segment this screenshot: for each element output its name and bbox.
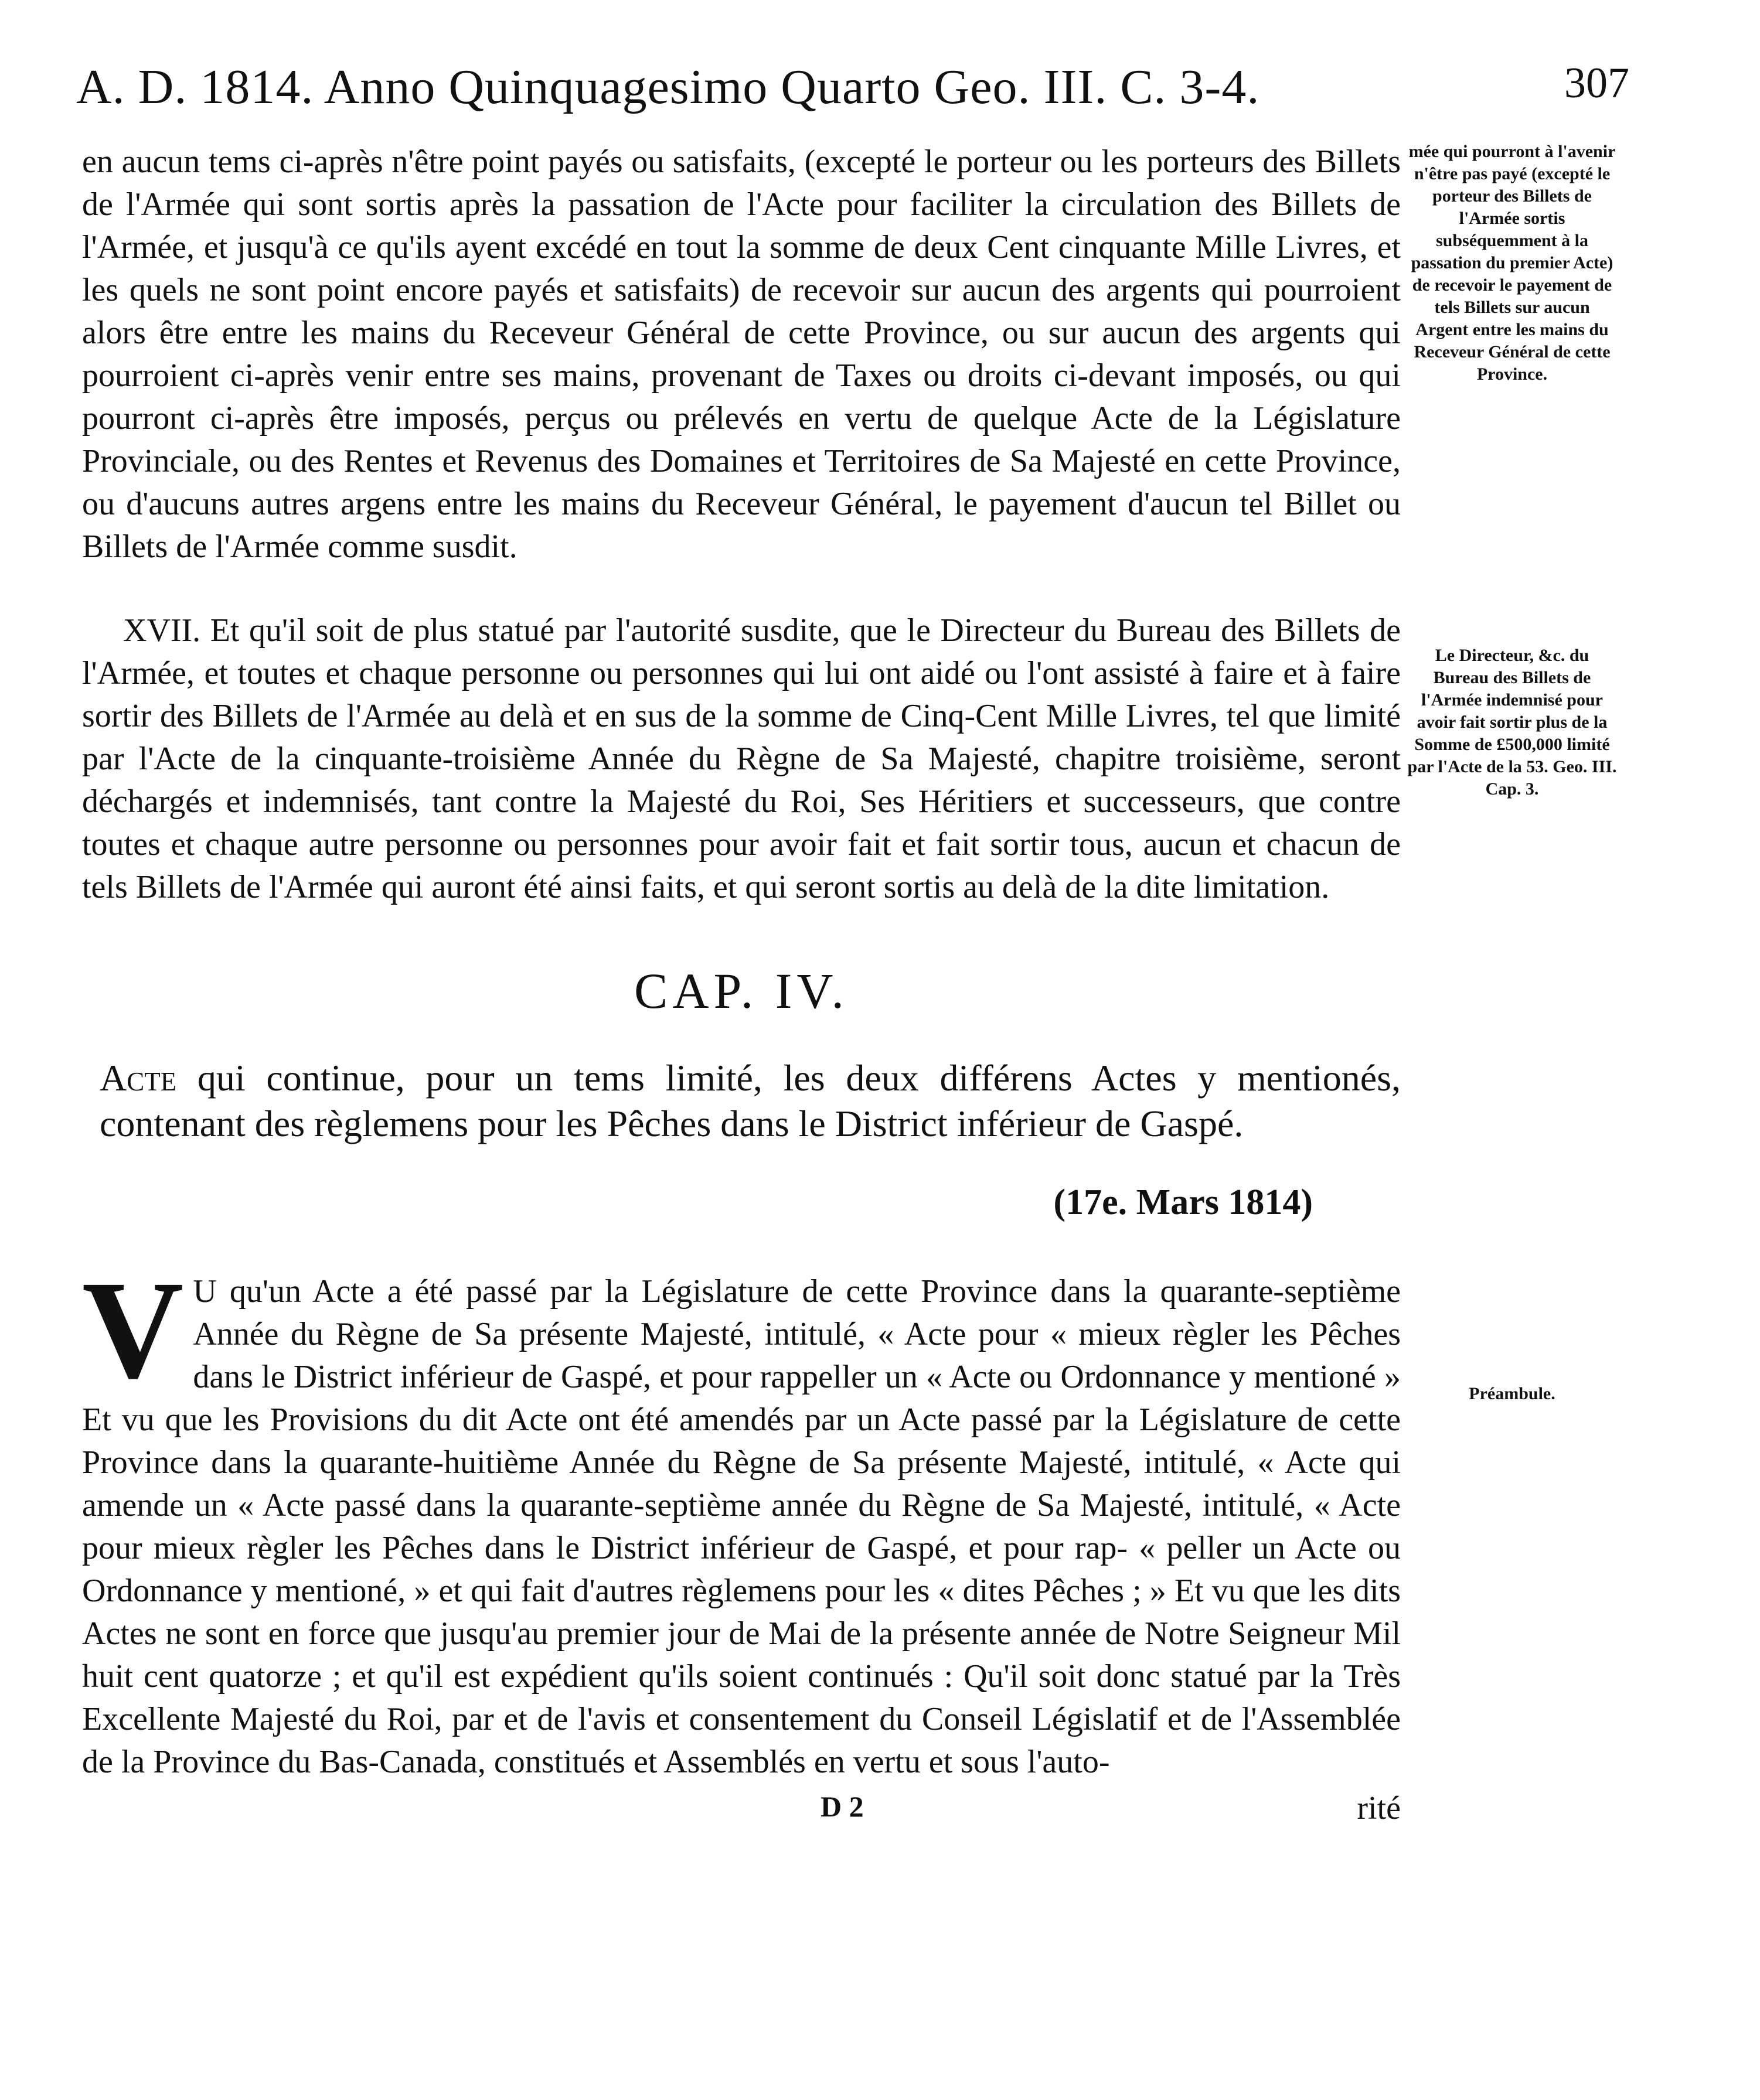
drop-cap-initial: V bbox=[82, 1252, 184, 1407]
act-label: Acte bbox=[100, 1057, 177, 1099]
paragraph-continuation: en aucun tems ci-après n'être point payés ou satisfaits, (excepté le porteur ou les porteurs des Billets de l'Armée qui sont sortis après la passation de l'Acte pour faciliter la circulation des Billets de l'Armée, et jusqu'à ce qu'ils ayent excédé en tout la somme de deux Cent cinquante Mille Livres, et les quels ne sont point encore payés et satisfaits) de recevoir sur aucun des argents qui pourroient alors être entre les mains du Receveur Général de cette Province, ou sur aucun des argents qui pourroient ci-après venir entre ses mains, provenant de Taxes ou droits ci-devant imposés, ou qui pourront ci-après être imposés, perçus ou prélevés en vertu de quelque Acte de la Législature Provinciale, ou des Rentes et Revenus des Domaines et Territoires de Sa Majesté en cette Province, ou d'aucuns autres argens entre les mains du Receveur Général, le payement d'aucun tel Billet ou Billets de l'Armée comme susdit. bbox=[82, 144, 1401, 565]
running-title: A. D. 1814. Anno Quinquagesimo Quarto Geo. III. C. 3-4. bbox=[76, 60, 1260, 114]
page-header bbox=[76, 59, 1629, 123]
page-number: 307 bbox=[1564, 59, 1629, 107]
paragraph-preamble: U qu'un Acte a été passé par la Législature de cette Province dans la quarante-septième Année du Règne de Sa présente Majesté, intitulé, « Acte pour « mieux règler les Pêches dans le District inférieur de Gaspé, et pour rappeller un « Acte ou Ordonnance y mentioné » Et vu que les Provisions du dit Acte ont été amendés par un Acte passé par la Législature de cette Province dans la quarante-huitième Année du Règne de Sa présente Majesté, intitulé, « Acte qui amende un « Acte passé dans la quarante-septième année du Règne de Sa Majesté, intitulé, « Acte pour mieux règler les Pêches dans le District inférieur de Gaspé, et pour rap- « peller un Acte ou Ordonnance y mentioné, » et qui fait d'autres règlemens pour les « dites Pêches ; » Et vu que les dits Actes ne sont en force que jusqu'au premier jour de Mai de la présente année de Notre Seigneur Mil huit cent quatorze ; et qu'il est expédient qu'ils soient continués : Qu'il soit donc statué par la Très Excellente Majesté du Roi, par et de l'avis et consentement du Conseil Législatif et de l'Assemblée de la Province du Bas-Canada, constitués et Assemblés en vertu et sous l'auto- bbox=[82, 1273, 1401, 1780]
signature-mark: D 2 bbox=[821, 1790, 864, 1823]
margin-note-preambule: Préambule. bbox=[1469, 1384, 1555, 1403]
catchword: rité bbox=[1357, 1790, 1401, 1826]
chapter-heading: CAP. IV. bbox=[634, 963, 849, 1019]
page-footer bbox=[82, 1789, 1401, 1836]
preamble-block bbox=[82, 1252, 1401, 1784]
act-date: (17e. Mars 1814) bbox=[1053, 1182, 1313, 1222]
paragraph-section-xvii: XVII. Et qu'il soit de plus statué par l'autorité susdite, que le Directeur du Bureau des Billets de l'Armée, et toutes et chaque personne ou personnes qui lui ont aidé ou l'ont assisté à faire et à faire sortir des Billets de l'Armée au delà et en sus de la somme de Cinq-Cent Mille Livres, tel que limité par l'Acte de la cinquante-troisième Année du Règne de Sa Majesté, chapitre troisième, seront déchargés et indemnisés, tant contre la Majesté du Roi, Ses Héritiers et successeurs, que contre toutes et chaque autre personne ou personnes pour avoir fait et fait sortir tous, aucun et chacun de tels Billets de l'Armée qui auront été ainsi faits, et qui seront sortis au delà de la dite limitation. bbox=[82, 612, 1401, 905]
main-text-column bbox=[82, 141, 1401, 1836]
margin-note-directeur-indemnise: Le Directeur, &c. du Bureau des Billets de l'Armée indemnisé pour avoir fait sortir plus de la Somme de £500,000 limité par l'Acte de la 53. Geo. III. Cap. 3. bbox=[1407, 646, 1617, 799]
act-title-text: qui continue, pour un tems limité, les deux différens Actes y mentionés, contenant des règlemens pour les Pêches dans le District inférieur de Gaspé. bbox=[100, 1057, 1401, 1144]
act-title bbox=[100, 1055, 1401, 1147]
margin-note-billets-payment: mée qui pourront à l'avenir n'être pas payé (excepté le porteur des Billets de l'Armée sortis subséquemment à la passation du premier Acte) de recevoir le payement de tels Billets sur aucun Argent entre les mains du Receveur Général de cette Province. bbox=[1408, 142, 1616, 384]
